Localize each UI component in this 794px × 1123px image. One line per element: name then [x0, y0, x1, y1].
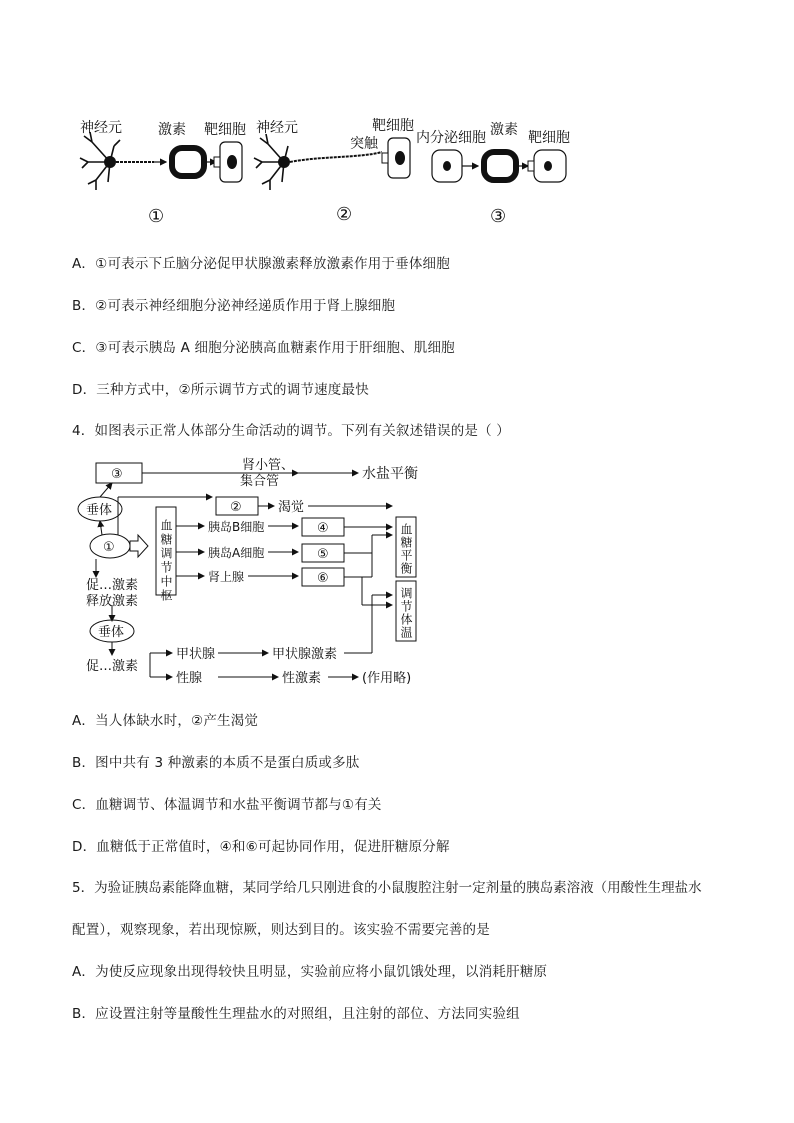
marker-1: ① — [148, 206, 165, 227]
marker-3: ③ — [490, 206, 507, 227]
q4-box4: ④ — [317, 521, 329, 536]
q4-effect-omitted: (作用略) — [362, 671, 412, 686]
q4-box6: ⑥ — [317, 571, 329, 586]
q4-circle1: ① — [103, 540, 115, 555]
hormone-cell-1 — [172, 148, 204, 176]
hormone-label-1: 激素 — [158, 122, 186, 138]
q4-glucose-balance: 血糖平衡 — [399, 523, 413, 575]
endocrine-label: 内分泌细胞 — [416, 130, 486, 146]
q4-tsh: 促…激素 — [86, 659, 139, 674]
q4-option-c: C．血糖调节、体温调节和水盐平衡调节都与①有关 — [72, 797, 382, 813]
hormone-label-3: 激素 — [490, 122, 518, 138]
synapse-label: 突触 — [350, 136, 378, 152]
q3-option-c: C．③可表示胰岛 A 细胞分泌胰高血糖素作用于肝细胞、肌细胞 — [72, 340, 455, 356]
q4-option-d: D．血糖低于正常值时，④和⑥可起协同作用，促进肝糖原分解 — [72, 839, 450, 855]
q5-option-a: A．为使反应现象出现得较快且明显，实验前应将小鼠饥饿处理，以消耗肝糖原 — [72, 964, 548, 980]
target-label-1: 靶细胞 — [204, 122, 246, 138]
q3-figure — [70, 112, 590, 232]
neuron-label-1: 神经元 — [80, 120, 122, 136]
target-label-3: 靶细胞 — [528, 130, 570, 146]
marker-2: ② — [336, 204, 353, 225]
q4-islet-a: 胰岛A细胞 — [208, 546, 265, 560]
q4-option-a: A．当人体缺水时，②产生渴觉 — [72, 713, 259, 729]
q4-box3: ③ — [111, 467, 123, 482]
q4-sex-hormone: 性激素 — [282, 671, 322, 686]
q4-water-salt: 水盐平衡 — [362, 466, 418, 482]
q4-thyroid: 甲状腺 — [176, 647, 216, 662]
q5-stem-line2: 配置），观察现象，若出现惊厥，则达到目的。该实验不需要完善的是 — [72, 922, 490, 938]
q4-figure — [72, 455, 432, 695]
q4-trh-line2: 释放激素 — [86, 594, 139, 609]
q5-stem-line1: 5．为验证胰岛素能降血糖，某同学给几只刚进食的小鼠腹腔注射一定剂量的胰岛素溶液（用酸性生理盐水 — [72, 880, 702, 896]
q4-pituitary-bottom: 垂体 — [98, 625, 125, 640]
neuron-1 — [80, 132, 166, 190]
q4-pituitary-top: 垂体 — [86, 503, 113, 518]
q3-option-a: A．①可表示下丘脑分泌促甲状腺激素释放激素作用于垂体细胞 — [72, 256, 450, 272]
q4-kidney-line1: 肾小管、 — [242, 458, 295, 473]
q4-trh-line1: 促…激素 — [86, 578, 139, 593]
q4-islet-b: 胰岛B细胞 — [208, 520, 265, 534]
q4-center-label: 血糖调节中枢 — [159, 519, 173, 603]
target-label-2: 靶细胞 — [372, 118, 414, 134]
q5-option-b: B．应设置注射等量酸性生理盐水的对照组，且注射的部位、方法同实验组 — [72, 1006, 520, 1022]
q4-kidney-line2: 集合管 — [240, 474, 280, 489]
q3-option-b: B．②可表示神经细胞分泌神经递质作用于肾上腺细胞 — [72, 298, 396, 314]
q4-thyroid-hormone: 甲状腺激素 — [272, 647, 338, 662]
q4-adrenal: 肾上腺 — [208, 570, 245, 584]
q4-thirst: 渴觉 — [278, 500, 305, 515]
q4-box5: ⑤ — [317, 547, 329, 562]
q4-stem: 4．如图表示正常人体部分生命活动的调节。下列有关叙述错误的是（ ） — [72, 423, 510, 439]
neuron-label-2: 神经元 — [256, 120, 298, 136]
hormone-cell-3 — [484, 152, 516, 180]
q3-option-d: D．三种方式中，②所示调节方式的调节速度最快 — [72, 382, 369, 398]
q4-gonad: 性腺 — [176, 671, 203, 686]
q4-option-b: B．图中共有 3 种激素的本质不是蛋白质或多肽 — [72, 755, 360, 771]
q4-temp-regulation: 调节体温 — [399, 587, 413, 639]
q4-box2: ② — [230, 500, 242, 515]
